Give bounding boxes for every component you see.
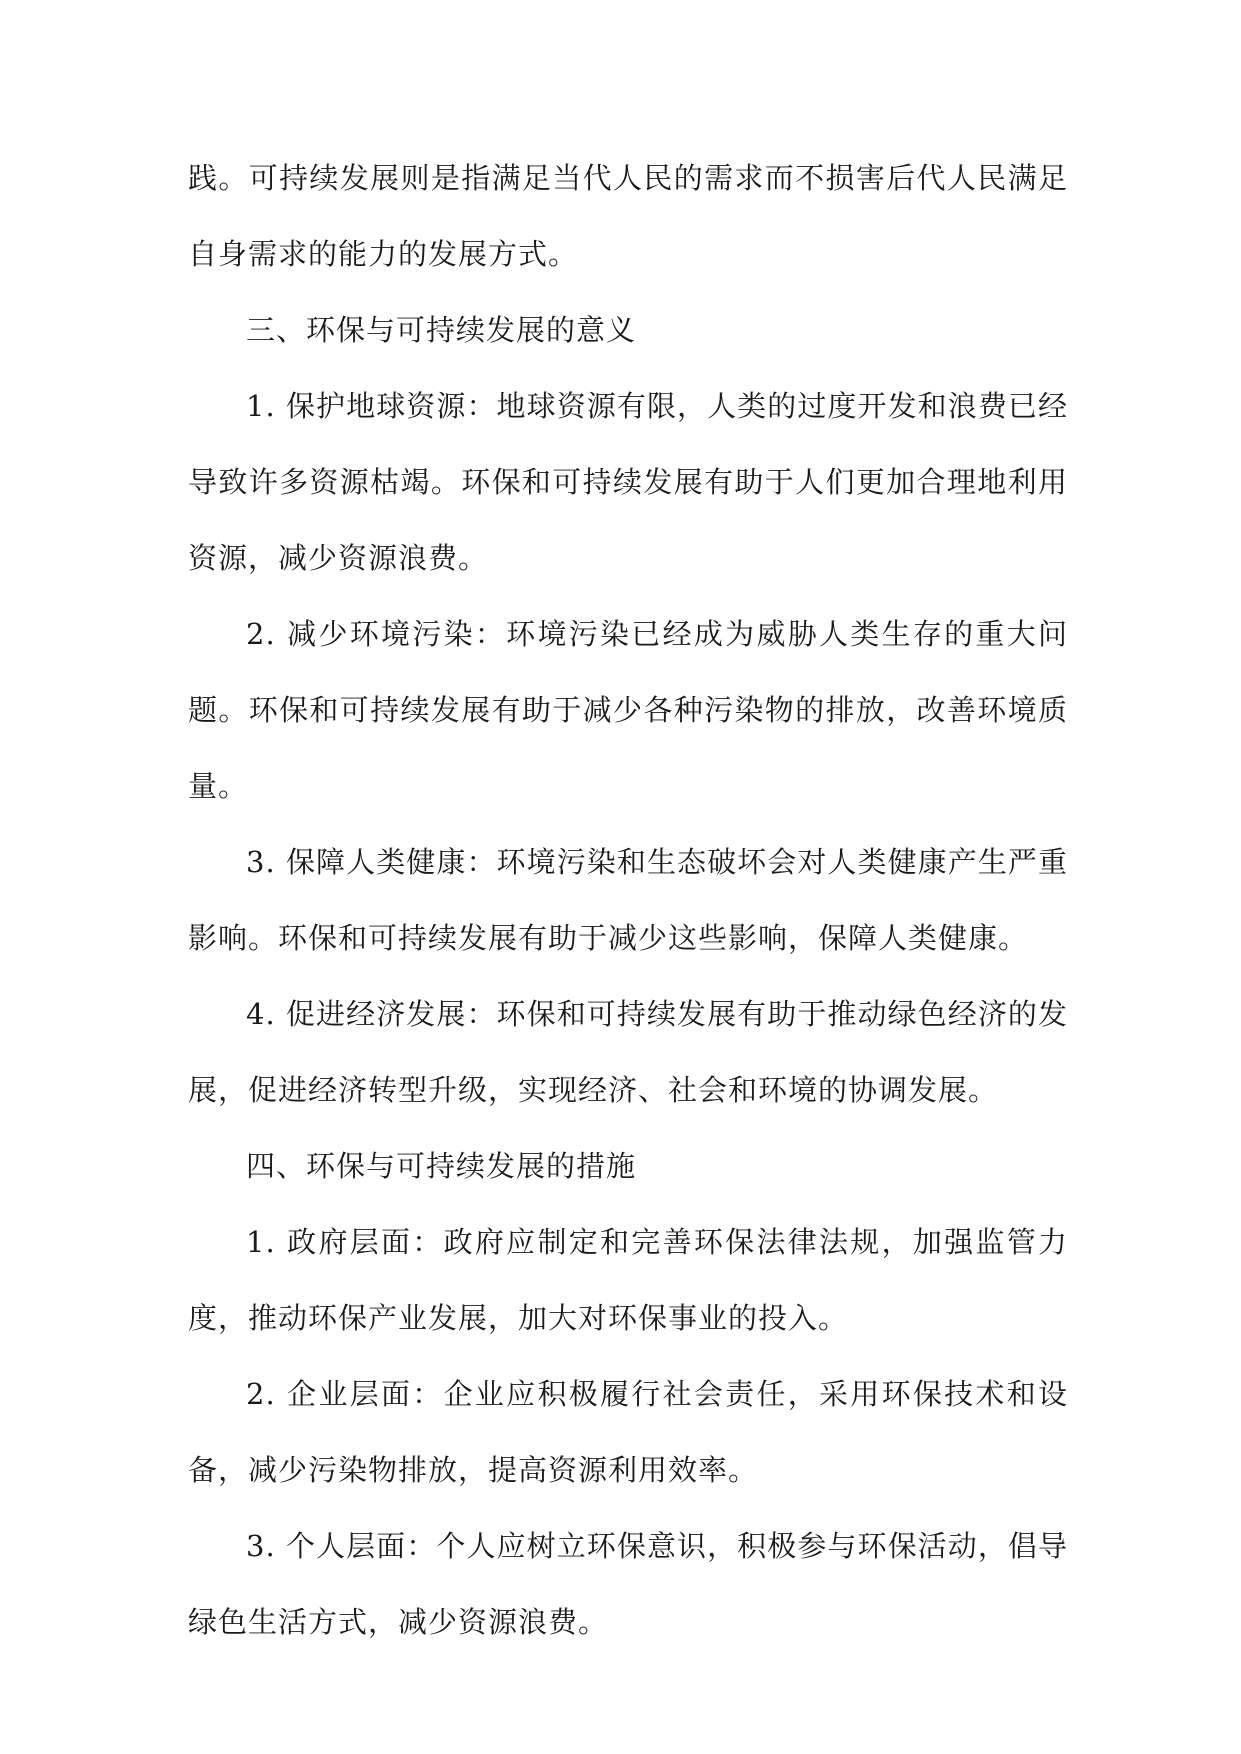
paragraph-protect-resources: 1. 保护地球资源：地球资源有限，人类的过度开发和浪费已经导致许多资源枯竭。环保和可持续发展有助于人们更加合理地利用资源，减少资源浪费。 [188,389,1068,575]
paragraph-government-level: 1. 政府层面：政府应制定和完善环保法律法规，加强监管力度，推动环保产业发展，加大对环保事业的投入。 [188,1225,1068,1335]
paragraph-individual-level: 3. 个人层面：个人应树立环保意识，积极参与环保活动，倡导绿色生活方式，减少资源浪费。 [188,1529,1068,1639]
section-heading-significance: 三、环保与可持续发展的意义 [246,313,637,347]
paragraph-promote-economy: 4. 促进经济发展：环保和可持续发展有助于推动绿色经济的发展，促进经济转型升级，实现经济、社会和环境的协调发展。 [188,997,1068,1107]
paragraph-protect-health: 3. 保障人类健康：环境污染和生态破坏会对人类健康产生严重影响。环保和可持续发展有助于减少这些影响，保障人类健康。 [188,845,1068,955]
paragraph-continuation: 践。可持续发展则是指满足当代人民的需求而不损害后代人民满足自身需求的能力的发展方式。 [188,161,1068,271]
paragraph-enterprise-level: 2. 企业层面：企业应积极履行社会责任，采用环保技术和设备，减少污染物排放，提高资源利用效率。 [188,1377,1068,1487]
document-body [188,140,1068,1660]
section-heading-measures: 四、环保与可持续发展的措施 [246,1149,637,1183]
paragraph-reduce-pollution: 2. 减少环境污染：环境污染已经成为威胁人类生存的重大问题。环保和可持续发展有助于减少各种污染物的排放，改善环境质量。 [188,617,1068,803]
